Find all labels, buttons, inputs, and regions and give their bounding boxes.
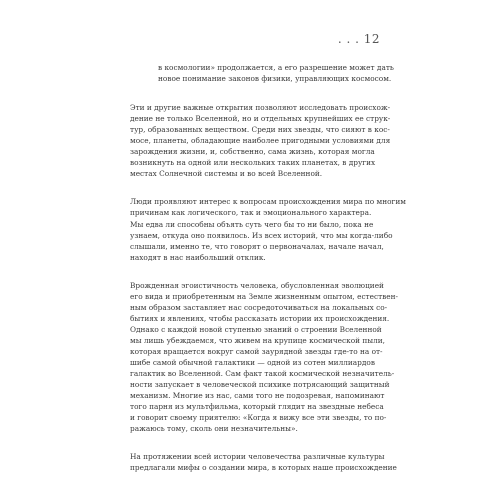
text-line: слышали, именно те, что говорят о первоначалах, начале начал, — [130, 241, 384, 251]
text-line: Однако с каждой новой ступенью знаний о строении Вселенной — [130, 324, 382, 334]
text-line: Мы едва ли способны объять суть чего бы то ни было, пока не — [130, 219, 374, 229]
text-line: шибе самой обычной галактики — одной из сотен миллиардов — [130, 358, 375, 368]
page-number-dots: . . . — [337, 32, 360, 46]
text-line: ражаюсь тому, сколь они незначительны». — [130, 424, 298, 434]
text-line: дение не только Вселенной, но и отдельных крупнейших ее струк- — [130, 114, 391, 124]
paragraph-egoism — [130, 280, 399, 435]
text-line: его вида и приобретенным на Земле жизненным опытом, естествен- — [130, 291, 399, 301]
page-number — [338, 32, 380, 46]
text-line: Врожденная эгоистичность человека, обусловленная эволюцией — [130, 280, 384, 290]
text-line: находят в нас наибольший отклик. — [130, 252, 266, 262]
text-line: предлагали мифы о создании мира, в которых наше происхождение — [130, 463, 397, 473]
text-line: ности запускает в человеческой психике потрясающий защитный — [130, 380, 390, 390]
paragraph-origins-interest — [130, 196, 406, 262]
text-line: в космологии» продолжается, а его разрешение может дать — [158, 63, 394, 72]
text-line: того парня из мультфильма, который глядит на звездные небеса — [130, 402, 384, 412]
text-line: бытиях и явлениях, чтобы рассказать истории их происхождения. — [130, 313, 390, 323]
text-line: новое понимание законов физики, управляющих космосом. — [158, 74, 392, 84]
text-line: Эти и другие важные открытия позволяют исследовать происхож- — [130, 103, 391, 113]
text-line: мосе, планеты, обладающие наиболее пригодными условиями для — [130, 136, 391, 146]
text-line: которая вращается вокруг самой заурядной звезды где-то на от- — [130, 346, 383, 356]
text-line: На протяжении всей истории человечества различные культуры — [130, 452, 385, 462]
text-line: тур, образованных веществом. Среди них звезды, что сияют в кос- — [130, 125, 390, 135]
body-text — [130, 62, 406, 473]
text-line: мы лишь убеждаемся, что живем на крупице космической пыли, — [130, 335, 386, 345]
text-line: галактик во Вселенной. Сам факт такой космической незначитель- — [130, 369, 395, 379]
text-line: Люди проявляют интерес к вопросам происхождения мира по многим — [130, 197, 406, 207]
text-line: местах Солнечной системы и во всей Вселенной. — [130, 169, 323, 179]
text-line: узнаем, откуда оно появилось. Из всех историй, что мы когда-либо — [130, 230, 393, 240]
text-line: зарождения жизни, и, собственно, сама жизнь, которая могла — [130, 147, 375, 157]
text-line: возникнуть на одной или нескольких таких планетах, в других — [130, 158, 376, 168]
text-line: причинам как логического, так и эмоционального характера. — [130, 208, 372, 218]
text-line: и говорит своему приятелю: «Когда я вижу все эти звезды, то по- — [130, 413, 387, 423]
text-line: механизм. Многие из нас, сами того не подозревая, напоминают — [130, 391, 385, 401]
text-line: ным образом заставляет нас сосредоточиваться на локальных со- — [130, 302, 388, 312]
paragraph-creation-myths — [130, 451, 397, 473]
paragraph-discoveries — [130, 102, 391, 179]
page-number-value: 12 — [363, 32, 380, 46]
paragraph-quote-continuation — [130, 62, 394, 84]
